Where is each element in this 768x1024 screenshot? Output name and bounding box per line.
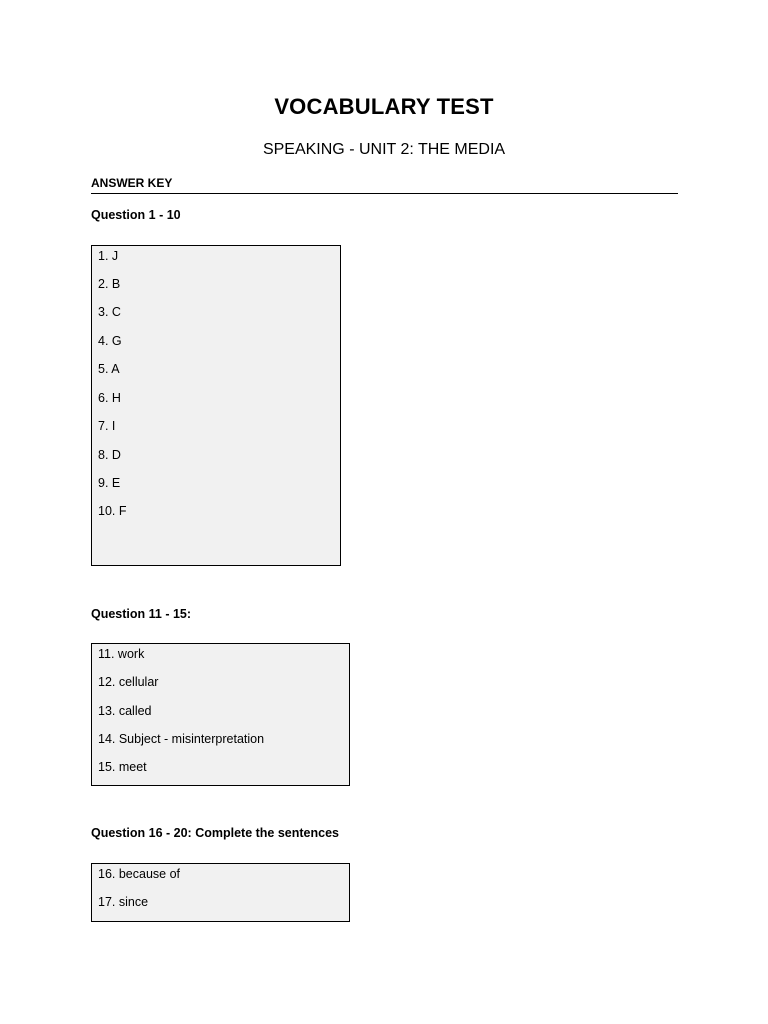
answer-item: 10. F [98, 504, 127, 518]
section-heading-q1-10: Question 1 - 10 [91, 208, 181, 222]
answer-box-q11-15 [91, 643, 350, 786]
answer-item: 3. C [98, 305, 121, 319]
answer-item: 4. G [98, 334, 122, 348]
answer-item: 12. cellular [98, 675, 159, 689]
answer-box-q1-10 [91, 245, 341, 566]
section-heading-q11-15: Question 11 - 15: [91, 607, 192, 621]
answer-box-q16-20 [91, 863, 350, 922]
header-divider [91, 193, 678, 194]
answer-item: 9. E [98, 476, 121, 490]
answer-item: 8. D [98, 448, 121, 462]
answer-item: 13. called [98, 704, 152, 718]
page-subtitle: SPEAKING - UNIT 2: THE MEDIA [262, 141, 506, 158]
page-title: VOCABULARY TEST [274, 94, 494, 119]
answer-item: 15. meet [98, 760, 147, 774]
answer-item: 1. J [98, 249, 119, 263]
answer-item: 6. H [98, 391, 121, 405]
answer-item: 17. since [98, 895, 149, 909]
section-heading-q16-20: Question 16 - 20: Complete the sentences [91, 826, 339, 840]
answer-item: 14. Subject - misinterpretation [98, 732, 265, 746]
answer-item: 11. work [98, 647, 145, 661]
answer-item: 16. because of [98, 867, 181, 881]
answer-item: 5. A [98, 362, 120, 376]
answer-key-label: ANSWER KEY [91, 176, 173, 190]
answer-item: 7. I [98, 419, 116, 433]
answer-item: 2. B [98, 277, 121, 291]
